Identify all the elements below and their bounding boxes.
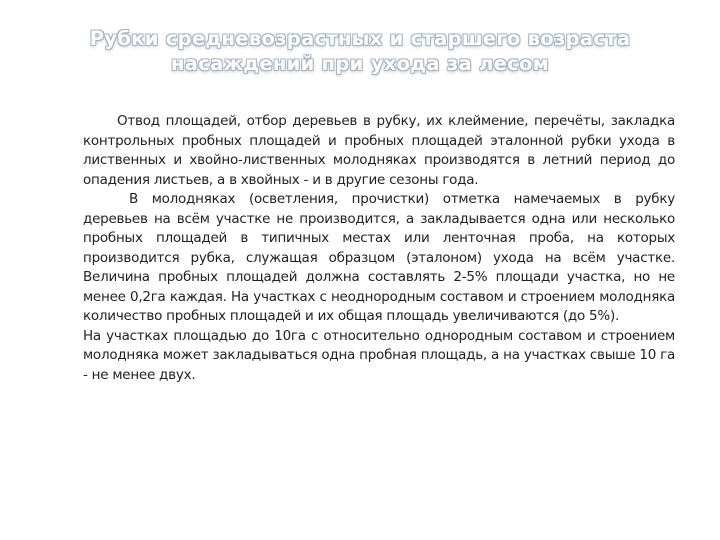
paragraph-plot-allocation: Отвод площадей, отбор деревьев в рубку, их клеймение, перечёты, закладка контрольных пробных площадей и пробных площадей эталонной рубки ухода в лиственных и хвойно-лиственных молодняках производятся в летний период до опадения листьев, а в хвойных - и в другие сезоны года.	[83, 113, 675, 188]
paragraph-plot-size: На участках площадью до 10га с относительно однородным составом и строением молодняка может закладываться одна пробная площадь, а на участках свыше 10 га - не менее двух.	[83, 327, 675, 383]
slide-body	[83, 112, 675, 385]
paragraph-young-stands: В молодняках (осветления, прочистки) отметка намечаемых в рубку деревьев на всём участке не производится, а закладывается одна или несколько пробных площадей в типичных местах или ленточная проба, на которых производится рубка, служащая образцом (эталоном) ухода на всём участке. Величина пробных площадей должна составлять 2-5% площади участка, но не менее 0,2га каждая. На участках с неоднородным составом и строением молодняка количество пробных площадей и их общая площадь увеличиваются (до 5%).	[83, 191, 675, 324]
slide-title: Рубки средневозрастных и старшего возраста насаждений при ухода за лесом	[89, 27, 631, 75]
